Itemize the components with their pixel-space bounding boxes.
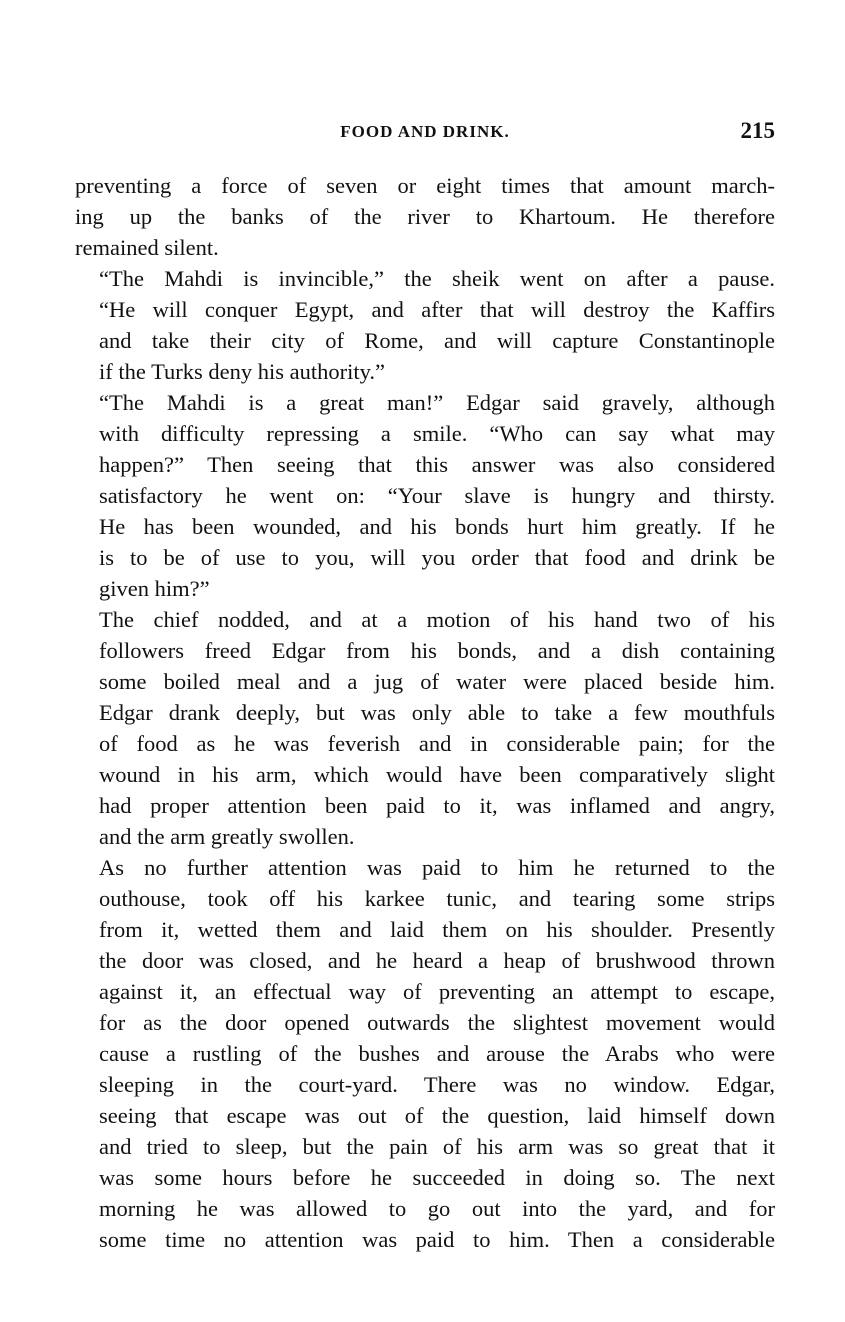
- paragraph-5: [75, 852, 775, 1255]
- text-line: from it, wetted them and laid them on his shoulder. Presently: [99, 917, 775, 942]
- text-line: wound in his arm, which would have been comparatively slight: [99, 762, 775, 787]
- text-line: with difficulty repressing a smile. “Who can say what may: [99, 421, 775, 446]
- text-line: The chief nodded, and at a motion of his hand two of his: [99, 607, 775, 632]
- text-line: and take their city of Rome, and will capture Constantinople: [99, 328, 775, 353]
- text-line: for as the door opened outwards the slightest movement would: [99, 1010, 775, 1035]
- paragraph-3: [75, 387, 775, 604]
- text-line: had proper attention been paid to it, was inflamed and angry,: [99, 793, 775, 818]
- text-line: the door was closed, and he heard a heap of brushwood thrown: [99, 948, 775, 973]
- book-page: [75, 116, 775, 1255]
- text-line: Edgar drank deeply, but was only able to take a few mouthfuls: [99, 700, 775, 725]
- text-line: “The Mahdi is a great man!” Edgar said gravely, although: [99, 390, 775, 415]
- text-line: preventing a force of seven or eight times that amount march-: [75, 173, 775, 198]
- text-line: and tried to sleep, but the pain of his arm was so great that it: [99, 1134, 775, 1159]
- text-line: He has been wounded, and his bonds hurt him greatly. If he: [99, 514, 775, 539]
- body-text: [75, 170, 775, 1255]
- text-line: happen?” Then seeing that this answer was also considered: [99, 452, 775, 477]
- paragraph-1: [75, 170, 775, 263]
- text-line: satisfactory he went on: “Your slave is hungry and thirsty.: [99, 483, 775, 508]
- text-line: is to be of use to you, will you order that food and drink be: [99, 545, 775, 570]
- text-line: was some hours before he succeeded in doing so. The next: [99, 1165, 775, 1190]
- paragraph-4: [75, 604, 775, 852]
- text-line: some boiled meal and a jug of water were placed beside him.: [99, 669, 775, 694]
- text-line: followers freed Edgar from his bonds, and a dish containing: [99, 638, 775, 663]
- text-line: “He will conquer Egypt, and after that will destroy the Kaffirs: [99, 297, 775, 322]
- running-title: FOOD AND DRINK.: [340, 122, 510, 141]
- text-line: ing up the banks of the river to Khartoum. He therefore: [75, 204, 775, 229]
- text-line: morning he was allowed to go out into the yard, and for: [99, 1196, 775, 1221]
- text-line: against it, an effectual way of preventing an attempt to escape,: [99, 979, 775, 1004]
- text-line: if the Turks deny his authority.”: [99, 359, 386, 384]
- text-line: of food as he was feverish and in considerable pain; for the: [99, 731, 775, 756]
- text-line: seeing that escape was out of the question, laid himself down: [99, 1103, 775, 1128]
- text-line: and the arm greatly swollen.: [99, 824, 355, 849]
- paragraph-2: [75, 263, 775, 387]
- text-line: cause a rustling of the bushes and arouse the Arabs who were: [99, 1041, 775, 1066]
- text-line: some time no attention was paid to him. Then a considerable: [99, 1227, 775, 1252]
- text-line: outhouse, took off his karkee tunic, and tearing some strips: [99, 886, 775, 911]
- page-number: 215: [740, 118, 775, 143]
- text-line: As no further attention was paid to him he returned to the: [99, 855, 775, 880]
- text-line: given him?”: [99, 576, 210, 601]
- text-line: “The Mahdi is invincible,” the sheik went on after a pause.: [99, 266, 775, 291]
- running-header: [75, 116, 775, 156]
- text-line: sleeping in the court-yard. There was no window. Edgar,: [99, 1072, 775, 1097]
- text-line: remained silent.: [75, 235, 219, 260]
